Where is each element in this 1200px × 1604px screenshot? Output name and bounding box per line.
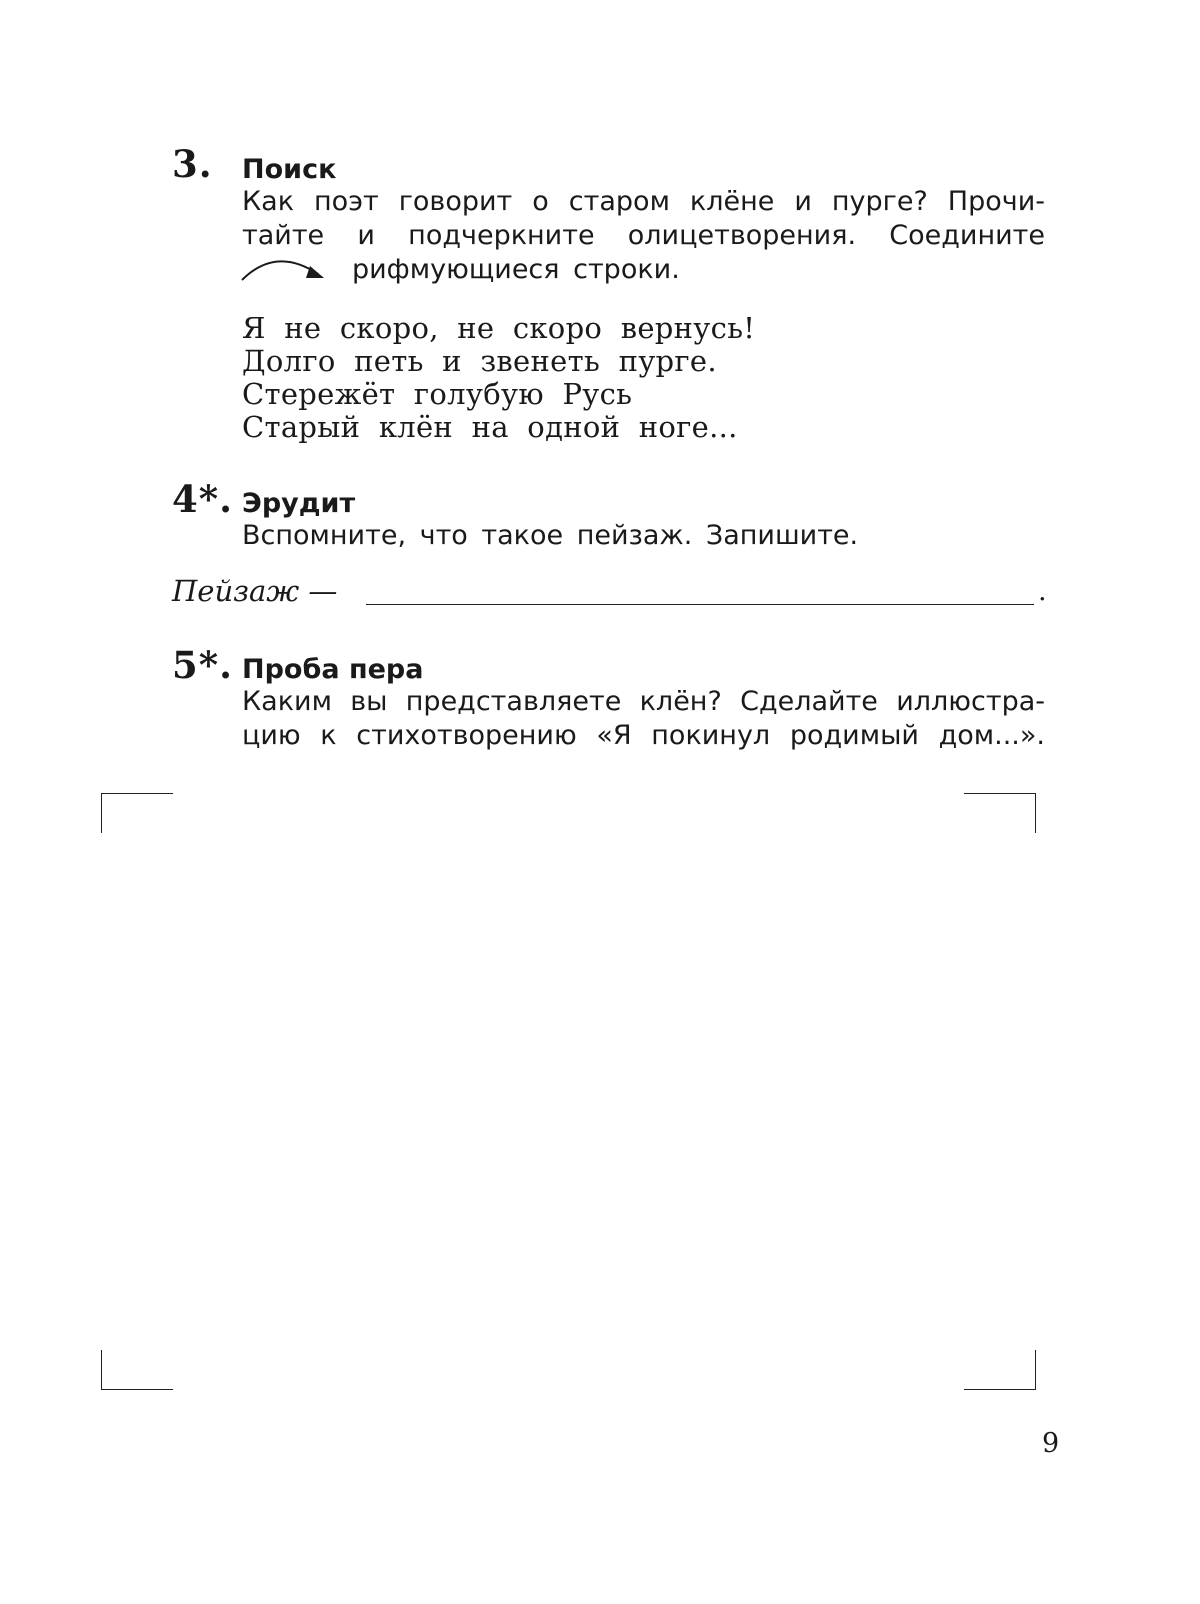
task-4-title: Эрудит bbox=[242, 488, 356, 519]
frame-corner-bottom-left-h bbox=[101, 1389, 173, 1390]
poem-line-4: Старый клён на одной ноге... bbox=[242, 410, 738, 444]
task-3-text-line-3: рифмующиеся строки. bbox=[352, 254, 680, 285]
task-5-text-line-1: Каким вы представляете клён? Сделайте иллюстра- bbox=[242, 686, 1045, 717]
poem-line-2: Долго петь и звенеть пурге. bbox=[242, 344, 717, 378]
frame-corner-top-left-v bbox=[101, 793, 102, 833]
answer-line[interactable] bbox=[366, 604, 1034, 605]
frame-corner-bottom-right-v bbox=[1035, 1350, 1036, 1390]
frame-corner-top-left-h bbox=[101, 793, 173, 794]
task-3-number: 3. bbox=[172, 142, 213, 186]
poem-line-3: Стережёт голубую Русь bbox=[242, 377, 633, 411]
curved-arrow-icon bbox=[240, 252, 332, 286]
task-5-title: Проба пера bbox=[242, 654, 424, 685]
answer-end-dot: . bbox=[1038, 576, 1047, 607]
answer-label: Пейзаж — bbox=[172, 574, 338, 608]
task-5-number: 5*. bbox=[172, 643, 233, 687]
poem-line-1: Я не скоро, не скоро вернусь! bbox=[242, 311, 756, 345]
illustration-area[interactable] bbox=[101, 793, 1036, 1390]
task-5-text-line-2: цию к стихотворению «Я покинул родимый дом...». bbox=[242, 720, 1045, 751]
frame-corner-top-right-h bbox=[964, 793, 1036, 794]
task-4-text: Вспомните, что такое пейзаж. Запишите. bbox=[242, 520, 859, 551]
frame-corner-bottom-left-v bbox=[101, 1350, 102, 1390]
task-4-number: 4*. bbox=[172, 477, 233, 521]
frame-corner-bottom-right-h bbox=[964, 1389, 1036, 1390]
task-3-text-line-1: Как поэт говорит о старом клёне и пурге? Прочи- bbox=[242, 186, 1045, 217]
page-number: 9 bbox=[1042, 1428, 1060, 1459]
frame-corner-top-right-v bbox=[1035, 793, 1036, 833]
task-3-text-line-2: тайте и подчеркните олицетворения. Соедините bbox=[242, 220, 1045, 251]
task-3-title: Поиск bbox=[242, 154, 337, 185]
